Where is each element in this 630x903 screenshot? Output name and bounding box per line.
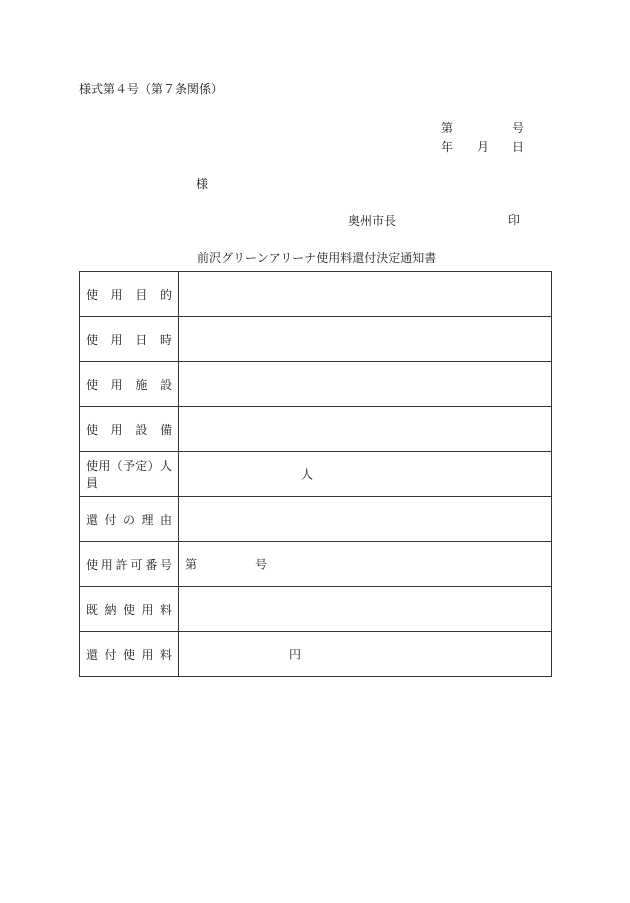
value-expected-attendance xyxy=(179,452,552,497)
table-row xyxy=(80,587,552,632)
permit-number-prefix: 第 xyxy=(185,557,198,572)
value-refund-fee xyxy=(179,632,552,677)
form-number: 様式第４号（第７条関係） xyxy=(79,82,224,96)
label-usage-facility: 使用施設 xyxy=(80,362,179,407)
table-row xyxy=(80,362,552,407)
value-refund-reason xyxy=(179,497,552,542)
permit-number-suffix: 号 xyxy=(255,557,268,572)
value-usage-facility xyxy=(179,362,552,407)
value-paid-fee xyxy=(179,587,552,632)
table-row xyxy=(80,407,552,452)
table-row xyxy=(80,632,552,677)
table-row xyxy=(80,317,552,362)
label-refund-reason: 還付の理由 xyxy=(80,497,179,542)
table-row xyxy=(80,452,552,497)
notice-details-table xyxy=(79,271,552,677)
seal-mark: 印 xyxy=(508,213,521,227)
label-usage-purpose: 使用目的 xyxy=(80,272,179,317)
value-permit-number xyxy=(179,542,552,587)
addressee-honorific: 様 xyxy=(196,177,209,191)
table-row xyxy=(80,272,552,317)
label-refund-fee: 還付使用料 xyxy=(80,632,179,677)
label-expected-attendance: 使用（予定）人員 xyxy=(80,452,179,497)
table-row xyxy=(80,542,552,587)
value-usage-purpose xyxy=(179,272,552,317)
date-year-label: 年 xyxy=(441,140,454,154)
document-number-prefix: 第 xyxy=(441,121,454,135)
value-usage-equipment xyxy=(179,407,552,452)
label-usage-datetime: 使用日時 xyxy=(80,317,179,362)
value-usage-datetime xyxy=(179,317,552,362)
issuer-name: 奥州市長 xyxy=(348,214,397,228)
yen-unit: 円 xyxy=(289,647,302,662)
date-day-label: 日 xyxy=(512,140,525,154)
label-permit-number: 使用許可番号 xyxy=(80,542,179,587)
date-month-label: 月 xyxy=(477,140,490,154)
document-title: 前沢グリーンアリーナ使用料還付決定通知書 xyxy=(197,251,437,265)
people-unit: 人 xyxy=(301,467,314,482)
document-number-suffix: 号 xyxy=(512,121,525,135)
label-usage-equipment: 使用設備 xyxy=(80,407,179,452)
table-row xyxy=(80,497,552,542)
label-paid-fee: 既納使用料 xyxy=(80,587,179,632)
